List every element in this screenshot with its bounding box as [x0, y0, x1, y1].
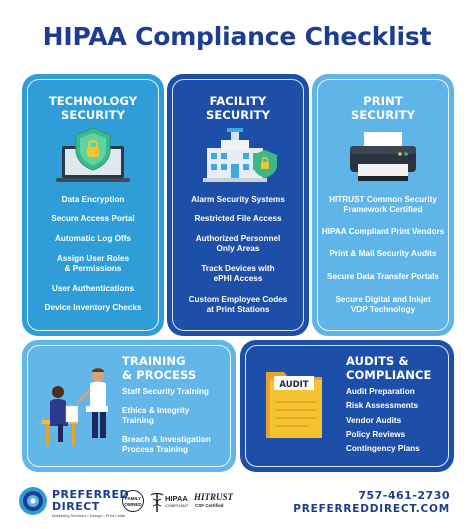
phone-number[interactable]: 757-461-2730	[358, 489, 450, 502]
list-item: Ethics & Integrity	[122, 406, 190, 415]
list-item: Data Encryption	[61, 195, 125, 204]
list-item: Framework Certified	[343, 205, 423, 214]
building-shield-icon	[197, 126, 281, 184]
list-item: at Print Stations	[206, 305, 270, 314]
list-item: Custom Employee Codes	[188, 295, 288, 304]
website-link[interactable]: PREFERREDDIRECT.COM	[293, 503, 450, 515]
technology-security-card	[22, 74, 164, 336]
audit-folder-icon	[260, 366, 332, 444]
list-item: Policy Reviews	[346, 430, 406, 439]
list-item: Only Areas	[216, 244, 260, 253]
list-item: Secure Access Portal	[51, 214, 135, 223]
page-title: HIPAA Compliance Checklist	[42, 22, 432, 51]
list-item: Authorized Personnel	[195, 234, 281, 243]
technology-heading: TECHNOLOGY SECURITY	[48, 94, 138, 122]
list-item: Assign User Roles	[56, 254, 130, 263]
list-item: Track Devices with	[201, 264, 275, 273]
caduceus-icon	[150, 491, 164, 513]
list-item: Training	[122, 416, 154, 425]
family-owned-badge: FAMILY OWNED	[122, 490, 144, 512]
print-heading: PRINT SECURITY	[350, 94, 416, 122]
list-item: Audit Preparation	[346, 387, 415, 396]
training-process-card	[22, 340, 236, 472]
printer-icon	[346, 130, 420, 184]
list-item: ePHI Access	[213, 274, 263, 283]
list-item: Print & Mail Security Audits	[329, 249, 437, 258]
audit-folder-label: AUDIT	[279, 380, 309, 390]
list-item: Vendor Audits	[346, 416, 402, 425]
hipaa-compliant-badge: HIPAA COMPLIANT	[150, 491, 190, 513]
list-item: Automatic Log Offs	[55, 234, 131, 243]
audits-compliance-card	[240, 340, 454, 472]
brand-name-line2: DIRECT	[52, 500, 100, 513]
list-item: Device Inventory Checks	[44, 303, 142, 312]
list-item: HITRUST Common Security	[329, 195, 437, 204]
list-item: Staff Security Training	[122, 387, 209, 396]
list-item: Contingency Plans	[346, 444, 420, 453]
shield-laptop-icon	[54, 126, 132, 184]
list-item: Secure Data Transfer Portals	[327, 272, 439, 281]
list-item: Restricted File Access	[194, 214, 282, 223]
facility-security-card	[167, 74, 309, 336]
facility-heading: FACILITY SECURITY	[205, 94, 271, 122]
hitrust-badge: HITRUST CSF Certified	[194, 492, 234, 508]
list-item: Alarm Security Systems	[191, 195, 285, 204]
list-item: User Authentications	[51, 284, 135, 293]
list-item: HIPAA Compliant Print Vendors	[321, 227, 445, 236]
list-item: Risk Assessments	[346, 401, 419, 410]
audits-heading: AUDITS & COMPLIANCE	[346, 354, 432, 382]
training-meeting-icon	[36, 362, 118, 448]
logo-mark-icon	[18, 486, 48, 516]
list-item: VDP Technology	[350, 305, 416, 314]
training-heading: TRAINING & PROCESS	[122, 354, 197, 382]
list-item: Breach & Investigation	[122, 435, 211, 444]
brand-tagline: Marketing Services • Design • Print • Mail	[52, 513, 125, 518]
list-item: Secure Digital and Inkjet	[335, 295, 431, 304]
brand-name-line1: PREFERRED	[52, 488, 130, 501]
list-item: & Permissions	[64, 264, 122, 273]
list-item: Process Training	[122, 445, 188, 454]
print-security-card	[312, 74, 454, 336]
